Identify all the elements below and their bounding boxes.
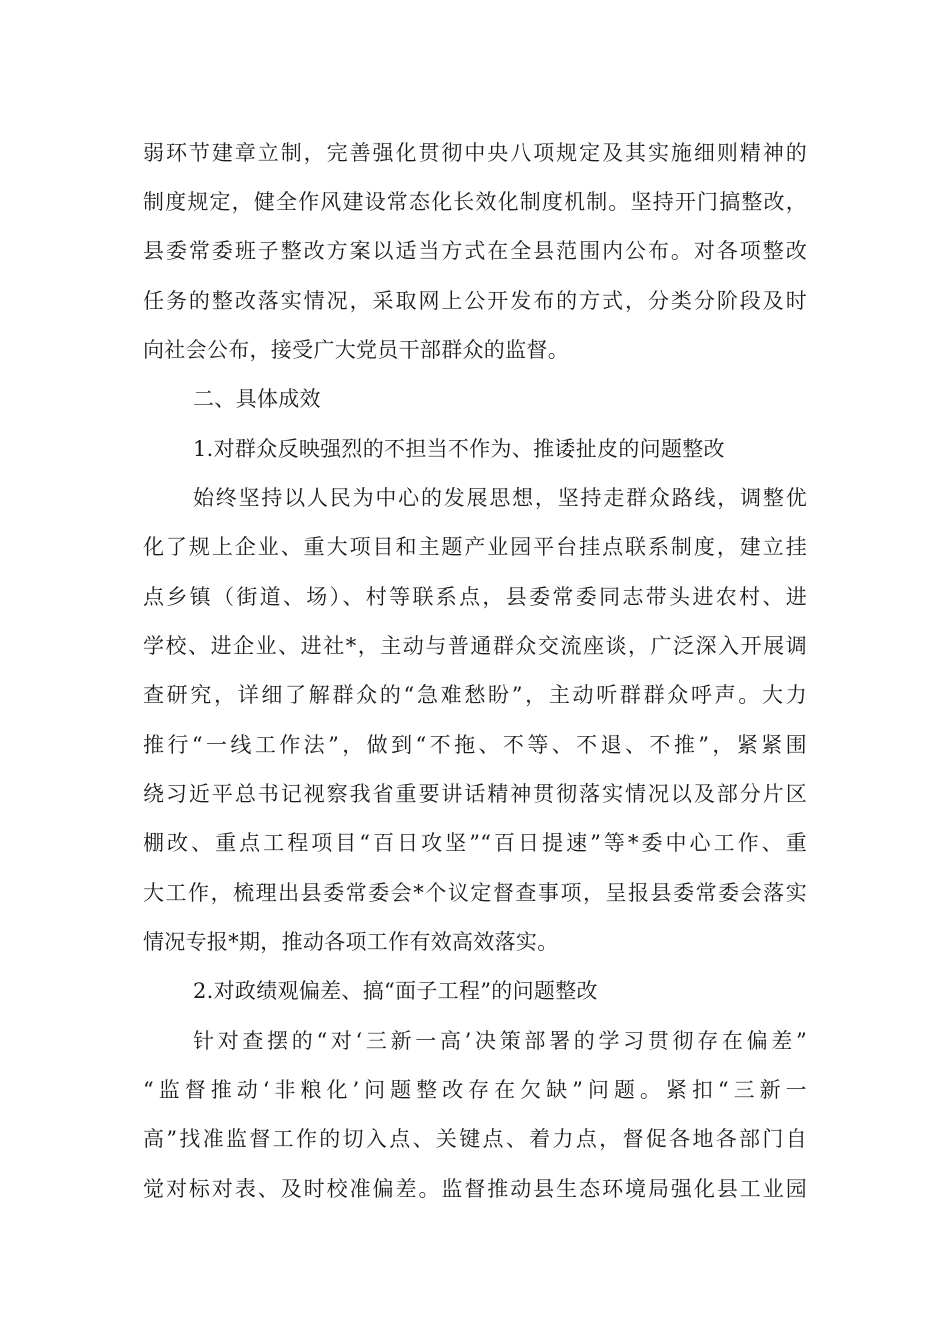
paragraph-line: “监督推动‘非粮化’问题整改存在欠缺”问题。紧扣“三新一 xyxy=(143,1078,807,1102)
subsection-heading-1: 1.对群众反映强烈的不担当不作为、推诿扯皮的问题整改 xyxy=(193,437,725,461)
paragraph-line: 化了规上企业、重大项目和主题产业园平台挂点联系制度，建立挂 xyxy=(143,535,807,559)
paragraph-line: 学校、进企业、进社*，主动与普通群众交流座谈，广泛深入开展调 xyxy=(143,634,807,658)
paragraph-line: 情况专报*期，推动各项工作有效高效落实。 xyxy=(143,930,559,954)
paragraph-line: 大工作，梳理出县委常委会*个议定督查事项，呈报县委常委会落实 xyxy=(143,881,807,905)
paragraph-line: 向社会公布，接受广大党员干部群众的监督。 xyxy=(143,338,569,362)
paragraph-line: 任务的整改落实情况，采取网上公开发布的方式，分类分阶段及时 xyxy=(143,289,807,313)
paragraph-line: 弱环节建章立制，完善强化贯彻中央八项规定及其实施细则精神的 xyxy=(143,141,807,165)
paragraph-line: 推行“一线工作法”，做到“不拖、不等、不退、不推”，紧紧围 xyxy=(143,733,807,757)
paragraph-line: 棚改、重点工程项目“百日攻坚”“百日提速”等*委中心工作、重 xyxy=(143,831,807,855)
paragraph-line: 查研究，详细了解群众的“急难愁盼”，主动听群群众呼声。大力 xyxy=(143,683,807,707)
subsection-heading-2: 2.对政绩观偏差、搞“面子工程”的问题整改 xyxy=(193,979,598,1003)
paragraph-line: 针对查摆的“对‘三新一高’决策部署的学习贯彻存在偏差” xyxy=(193,1029,807,1053)
section-heading: 二、具体成效 xyxy=(193,387,321,411)
paragraph-line: 县委常委班子整改方案以适当方式在全县范围内公布。对各项整改 xyxy=(143,239,807,263)
paragraph-line: 绕习近平总书记视察我省重要讲话精神贯彻落实情况以及部分片区 xyxy=(143,782,807,806)
paragraph-line: 点乡镇（街道、场）、村等联系点，县委常委同志带头进农村、进 xyxy=(143,585,807,609)
paragraph-line: 始终坚持以人民为中心的发展思想，坚持走群众路线，调整优 xyxy=(193,486,807,510)
paragraph-line: 觉对标对表、及时校准偏差。监督推动县生态环境局强化县工业园 xyxy=(143,1177,807,1201)
paragraph-line: 高”找准监督工作的切入点、关键点、着力点，督促各地各部门自 xyxy=(143,1127,807,1151)
paragraph-line: 制度规定，健全作风建设常态化长效化制度机制。坚持开门搞整改， xyxy=(143,190,807,214)
